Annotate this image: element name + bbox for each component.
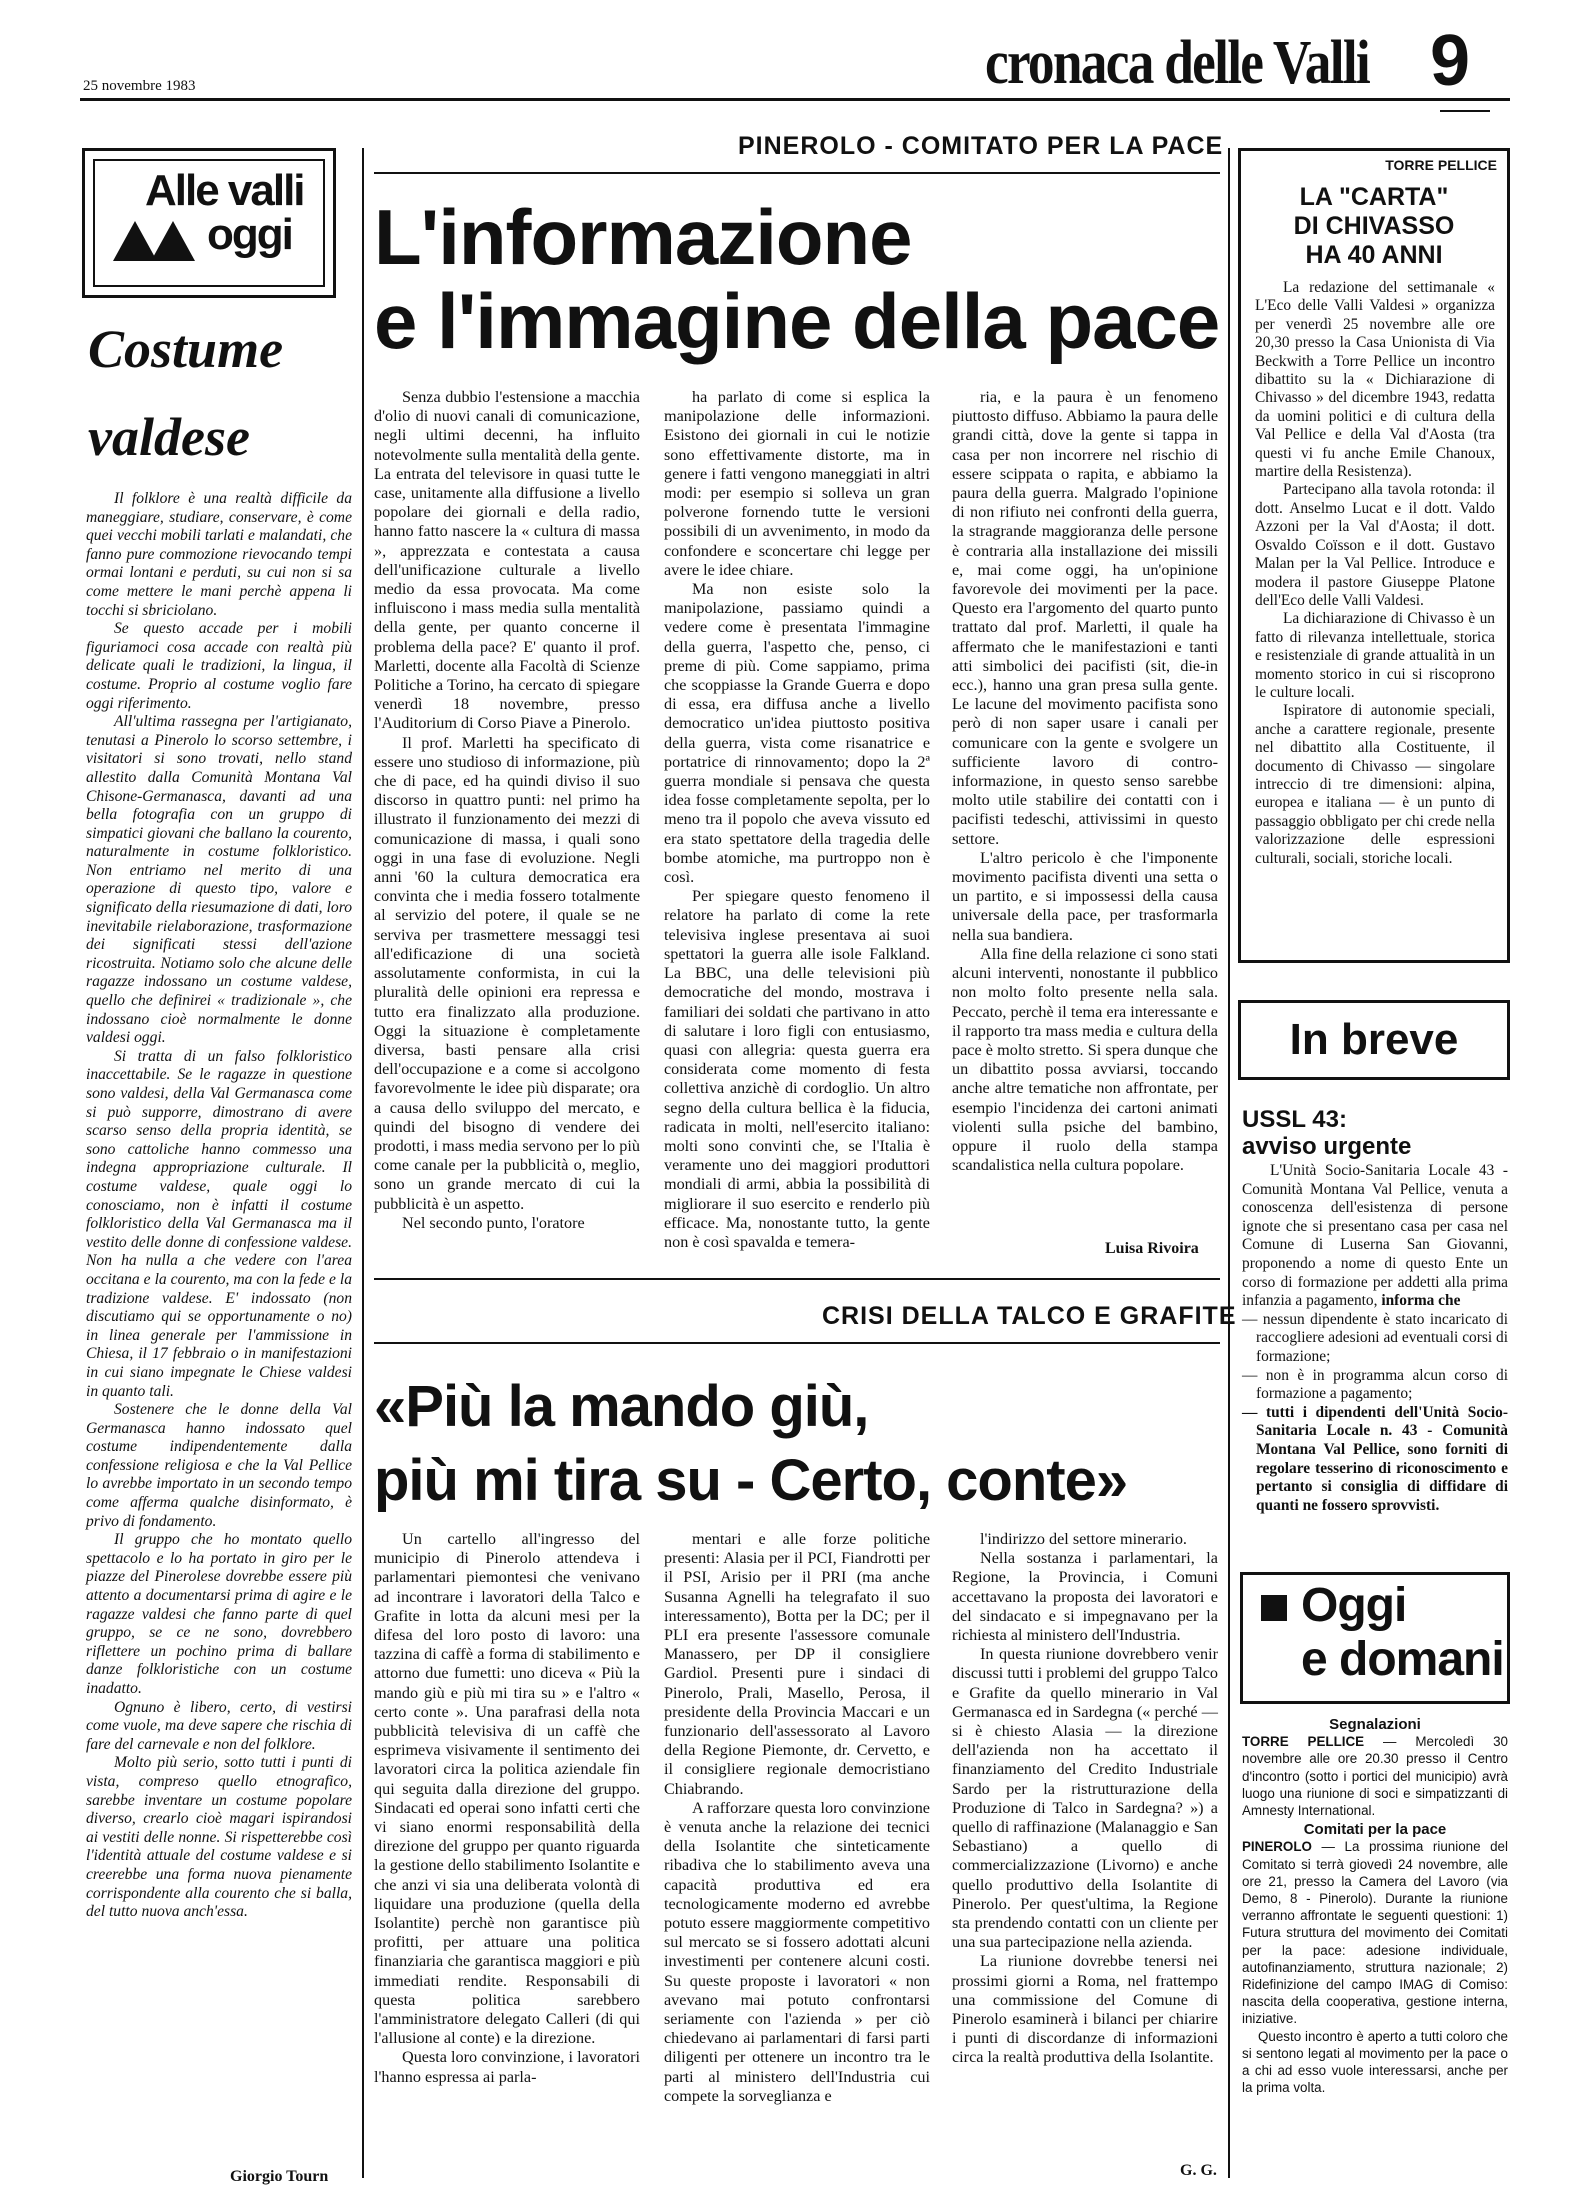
article2-column-2 xyxy=(664,1530,930,2106)
article1-kicker-rule xyxy=(374,172,1220,174)
costume-title-line2: valdese xyxy=(88,407,250,467)
paragraph: l'indirizzo del settore minerario. xyxy=(980,1530,1187,1548)
ussl-title-line2: avviso urgente xyxy=(1242,1133,1412,1160)
ussl-item: — nessun dipendente è stato incaricato di raccogliere adesioni ad eventuali corsi di formazione; xyxy=(1242,1310,1508,1365)
paragraph: Si tratta di un falso folkloristico inaccettabile. Se le ragazze in questione sono valdesi, della Val Germanasca come si può supporre, dimostrano di avere scarso senso della propria identità, se sono cattoliche hanno commesso una indegna appropriazione culturale. Il costume valdese, quale oggi lo conosciamo, non è infatti il costume folkloristico della Val Germanasca ma il vestito delle donne di confessione valdese. Non ha nulla a che vedere con l'area occitana e la courento, ma con la fede e la tradizione valdese. E' indossato (non discutiamo qui se opportunamente o no) in linea generale per l'ammissione in Chiesa, il 17 febbraio o in manifestazioni in cui siano impegnate le Chiese valdesi in quanto tali. xyxy=(86,1047,352,1400)
paragraph: La dichiarazione di Chivasso è un fatto di rilevanza intellettuale, storica e resistenziale di grande attualità in un momento storico in cui si riscoprono le culture locali. xyxy=(1255,610,1495,701)
article2-column-3 xyxy=(952,1530,1218,2068)
article1-headline xyxy=(374,195,1224,363)
oggi-e-domani-title xyxy=(1301,1579,1504,1687)
mountains-icon xyxy=(113,221,203,261)
ussl-title-line1: USSL 43: xyxy=(1242,1106,1347,1133)
paragraph: A rafforzare questa loro convinzione è venuta anche la relazione dei tecnici della Isolantite che sinteticamente ribadiva che lo stabilimento aveva una capacità produttiva ed era tecnologicamente moderno ed avrebbe potuto essere maggiormente competitivo sul mercato se si fossero adottati alcuni investimenti per contenere alcuni costi. Su queste proposte i lavoratori « non avevano mai potuto confrontarsi seriamente con l'azienda » per ciò chiedevano ai parlamentari di farsi parti diligenti per ottenere un incontro tra le parti al ministero dell'Industria cui compete la sorveglianza e xyxy=(664,1798,930,2105)
alle-valli-oggi-logo xyxy=(82,148,336,298)
oggi-title-line1: Oggi xyxy=(1301,1579,1407,1632)
article1-column-3 xyxy=(952,388,1218,1175)
paragraph xyxy=(1242,1162,1508,1311)
oggi-title-line2: e domani xyxy=(1301,1633,1504,1686)
column-divider xyxy=(362,148,364,2178)
paragraph: La riunione dovrebbe tenersi nei prossimi giorni a Roma, nel frattempo una commissione del Comune di Pinerolo esaminerà i bilanci per chiarire i punti di discordanze di informazioni circa la realtà produttiva della Isolantite. xyxy=(952,1952,1218,2067)
article1-column-1 xyxy=(374,388,640,1233)
article2-kicker-rule xyxy=(374,1342,1220,1344)
paragraph: All'ultima rassegna per l'artigianato, tenutasi a Pinerolo lo scorso settembre, i visitatori si sono trovati, nello stand allestito dalla Comunità Montana Val Chisone-Germanasca, davanti ad una bella fotografia con un gruppo di simpatici giovani che ballano la courento, naturalmente in costume folkloristico. Non entriamo nel merito di una operazione di questo tipo, valore e significato della riesumazione di dati, loro inevitabile rielaborazione, trasformazione dei significati stessi dell'azione ricostruita. Notiamo solo che alcune delle ragazze indossano un costume valdese, quello che definirei « tradizionale », che indossano cioè normalmente le donne valdesi oggi. xyxy=(86,713,352,1047)
paragraph: Un cartello all'ingresso del municipio di Pinerolo attendeva i parlamentari piemontesi che venivano ad incontrare i lavoratori della Talco e Grafite in lotta da alcuni mesi per la difesa del loro posto di lavoro: una tazzina di caffè a forma di stabilimento e attorno due fumetti: uno diceva « Più la mando giù e più mi tira su » e l'altro « certo conte ». Una parafrasi della nota pubblicità televisiva di un caffè che esprimeva visivamente il sentimento dei lavoratori circa la politica aziendale fin qui seguita dalla direzione del gruppo. Sindacati ed operai sono infatti certi che vi siano enormi responsabilità della direzione del gruppo per quanto riguarda la gestione dello stabilimento Isolantite e che anzi vi sia una deliberata volontà di liquidare una produzione (quella della Isolantite) perchè non garantisce più profitti, per attuare una politica finanziaria che garantisca maggiori e più immediati rendite. Responsabili di questa politica sarebbero l'amministratore delegato Calleri (di qui l'allusione al conte) e la direzione. xyxy=(374,1530,640,2048)
segnalazioni-item xyxy=(1242,1733,1508,1819)
paragraph: Il prof. Marletti ha specificato di essere uno studioso di informazione, più che di pace, ed ha quindi diviso il suo discorso in quattro punti: nel primo ha illustrato il funzionamento dei mezzi di comunicazione di massa, i quali sono oggi in una fase di evoluzione. Negli anni '60 la cultura democratica era convinta che i media fossero totalmente al servizio del potere, il quale se ne serviva per trasmettere messaggi tesi all'edificazione di una società assolutamente conformista, in cui la pluralità delle opinioni era repressa e tutto era finalizzato alla produzione. Oggi la situazione è completamente diversa, basti pensare alla crisi dell'occupazione e a come si accolgono favorevolmente le idee più disparate; ora a causa dello sviluppo del mercato, e quindi del bisogno di vendere dei prodotti, i mass media servono per lo più come canale per la pubblicità o, meglio, sono un grande mercato di cui la pubblicità è un aspetto. xyxy=(374,733,640,1213)
header-rule xyxy=(80,98,1510,101)
article2-headline-line1: «Più la mando giù, xyxy=(374,1374,869,1439)
article1-kicker: PINEROLO - COMITATO PER LA PACE xyxy=(738,132,1224,160)
comitati-note: Questo incontro è aperto a tutti coloro che si sentono legati al movimento per la pace o a chi ad esso vuole interessarsi, anche per la prima volta. xyxy=(1242,2028,1508,2096)
costume-title-line1: Costume xyxy=(88,319,284,379)
article1-signature: Luisa Rivoira xyxy=(1105,1240,1199,1257)
comitati-text: — La prossima riunione del Comitato si terrà giovedì 24 novembre, alle ore 21, presso la Camera del Lavoro (via Demo, 8 - Pinerolo). Durante la riunione verranno affrontate le seguenti questioni: 1) Futura struttura del movimento dei Comitati per la pace: adesione individuale, autofinanziamento, struttura nazionale; 2) Ridefinizione del campo IMAG di Comiso: nascita della cooperativa, gestione interna, iniziative. xyxy=(1242,1839,1508,2027)
oggi-e-domani-box xyxy=(1240,1572,1510,1704)
chivasso-headline xyxy=(1241,183,1507,270)
costume-title xyxy=(88,305,283,481)
costume-signature: Giorgio Tourn xyxy=(230,2168,329,2185)
square-icon xyxy=(1261,1595,1287,1621)
paragraph: Per spiegare questo fenomeno il relatore ha parlato di come la rete televisiva inglese presentava ai suoi spettatori la guerra alle isole Falkland. La BBC, una delle televisioni più democratiche del mondo, mostrava i familiari dei soldati che partivano in atto di salutare i loro figli con entusiasmo, quasi con allegria: questa guerra era considerata come momento di festa collettiva anzichè di cordoglio. Un altro segno della cultura bellica è la fiducia, radicata in molti, nell'esercito italiano: molti sono convinti che, se l'Italia è veramente uno dei maggiori produttori mondiali di armi, abbia la possibilità di migliorare il suo esercito e renderlo più efficace. Ma, nonostante tutto, la gente non è così spavalda e temera- xyxy=(664,887,930,1251)
paragraph: L'altro pericolo è che l'imponente movimento pacifista diventi una setta o un partito, e si impossessi della causa universale della pace, per trasformarla nella sua bandiera. xyxy=(952,848,1218,944)
ussl-item: — non è in programma alcun corso di formazione a pagamento; xyxy=(1242,1366,1508,1403)
article1-headline-line2: e l'immagine della pace xyxy=(374,277,1220,365)
paragraph: Questa loro convinzione, i lavoratori l'hanno espressa ai parla- xyxy=(374,2048,640,2086)
issue-date: 25 novembre 1983 xyxy=(83,78,196,94)
newspaper-title: cronaca delle Valli xyxy=(985,29,1370,97)
article2-kicker: CRISI DELLA TALCO E GRAFITE xyxy=(822,1302,1237,1330)
segnalazioni-place: TORRE PELLICE xyxy=(1242,1734,1365,1750)
paragraph: mentari e alle forze politiche presenti: Alasia per il PCI, Fiandrotti per il PSI, Arisio per il PRI (ma anche Susanna Agnelli ha telegrafato il suo interessamento), Botta per la DC; per il PLI era presente l'assessore comunale Manassero, per DP il consigliere Gardiol. Presenti pure i sindaci di Pinerolo, Prali, Masello, Perosa, il presidente della Provincia Maccari e un funzionario dell'assessorato al Lavoro della Regione Piemonte, dr. Cervetto, e il consigliere regionale democristiano Chiabrando. xyxy=(664,1530,930,1798)
paragraph: La redazione del settimanale « L'Eco delle Valli Valdesi » organizza per venerdì 25 novembre alle ore 20,30 presso la Casa Unionista di Via Beckwith a Torre Pellice un incontro dibattito su la « Dichiarazione di Chivasso » del dicembre 1943, redatta da uomini politici e di cultura della Val Pellice e della Val d'Aosta (tra questi vi fu anche Emile Chanoux, martire della Resistenza). xyxy=(1255,279,1495,481)
segnalazioni-title: Segnalazioni xyxy=(1329,1716,1421,1733)
chivasso-headline-line3: HA 40 ANNI xyxy=(1305,241,1443,269)
column-divider-right xyxy=(1228,148,1230,2178)
paragraph: Senza dubbio l'estensione a macchia d'olio di nuovi canali di comunicazione, negli ultimi decenni, ha influito notevolmente sulla mentalità della gente. La entrata del televisore in quasi tutte le case, unitamente alla diffusione a livello popolare dei giornali e della radio, hanno fatto nascere la « cultura di massa », apprezzata e contestata a causa dell'unificazione culturale a livello medio da essa provocata. Ma come influiscono i mass media sulla mentalità della gente, per quanto concerne il problema della pace? E' quanto il prof. Marletti, docente alla Facoltà di Scienze Politiche a Torino, ha cercato di spiegare venerdì 18 novembre, presso l'Auditorium di Corso Piave a Pinerolo. xyxy=(374,388,640,733)
paragraph: Sostenere che le donne della Val Germanasca hanno indossato quel costume indipendentemente dalla confessione religiosa e che la Val Pellice lo avrebbe importato in un secondo tempo come afferma qualche disinformato, è privo di fondamento. xyxy=(86,1401,352,1530)
article1-column-2 xyxy=(664,388,930,1252)
paragraph: In questa riunione dovrebbero venir discussi tutti i problemi del gruppo Talco e Grafite da quello minerario in Val Germanasca ed in Sardegna (« perché — si è chiesto Alasia — la direzione dell'azienda non ha accettato il finanziamento del Credito Industriale Sardo per la ristrutturazione della Produzione di Talco in Sardegna? ») a quello di raffinazione (Malanaggio e San Sebastiano) a quello di commercializzazione (Livorno) e anche quello produttivo della Isolantite di Pinerolo. Per quest'ultima, la Regione sta prendendo contatti con un cliente per una sua partecipazione nella azienda. xyxy=(952,1645,1218,1952)
paragraph: ria, e la paura è un fenomeno piuttosto diffuso. Abbiamo la paura delle grandi città, dove la gente si tappa in casa per non incorrere nel rischio di essere scippata o rapita, e abbiamo la paura della guerra. Malgrado l'opinione di non rifiuto nei confronti della guerra, la stragrande maggioranza delle persone è contraria alla installazione dei missili e, mai come oggi, ha un'opinione favorevole dei movimenti per la pace. Questo era l'argomento del quarto punto trattato dal prof. Marletti, il quale ha affermato che le manifestazioni e tanti atti simbolici dei pacifisti (sit, die-in ecc.), hanno una gran presa sulla gente. Le lacune del movimento pacifista sono però di non saper usare i canali per comunicare con la gente e svolgere un sufficiente lavoro di contro-informazione, in questo senso sarebbe molto utile stabilire dei contatti con i pacifisti tedeschi, attivissimi in questo settore. xyxy=(952,388,1218,848)
article1-headline-line1: L'informazione xyxy=(374,193,912,281)
comitati-item xyxy=(1242,1838,1508,2027)
article2-column-1 xyxy=(374,1530,640,2087)
ussl-intro: L'Unità Socio-Sanitaria Locale 43 - Comunità Montana Val Pellice, venuta a conoscenza dell'esistenza di persone ignote che si presentano casa per casa nel Comune di Luserna San Giovanni, proponendo a nome di questo Ente un corso di formazione per addetti alla prima infanzia a pagamento, xyxy=(1242,1162,1508,1310)
paragraph: Ognuno è libero, certo, di vestirsi come vuole, ma deve sapere che rischia di fare del carnevale e non del folklore. xyxy=(86,1698,352,1753)
paragraph: Molto più serio, sotto tutti i punti di vista, compreso quello etnografico, sarebbe inventare un costume popolare diverso, crearlo cioè magari ispirandosi ai vestiti delle nonne. Si rispetterebbe così l'identità attuale del costume valdese e si creerebbe una forma nuova pienamente corrispondente alla courento che si balla, del tutto nuova anch'essa. xyxy=(86,1754,352,1921)
paragraph: Ma non esiste solo la manipolazione, passiamo quindi a vedere come è presentata l'immagine della guerra, l'aspetto che, penso, ci preme di più. Come sappiamo, prima che scoppiasse la Grande Guerra e dopo di essa, era diffusa anche a livello democratico un'idea piuttosto positiva della guerra, vista come risanatrice e portatrice di rinnovamento; dopo la 2ª guerra mondiale si pensava che questa idea fosse completamente sepolta, per lo meno tra il popolo che aveva vissuto ed era stato spettatore della tragedia delle bombe atomiche, ma purtroppo non è così. xyxy=(664,580,930,887)
page-number: 9 xyxy=(1430,21,1471,101)
chivasso-box xyxy=(1238,148,1510,963)
in-breve-title: In breve xyxy=(1289,1015,1459,1064)
header-rule-short xyxy=(1440,110,1490,112)
logo-line2: oggi xyxy=(207,210,292,259)
paragraph: Nella sostanza i parlamentari, la Regione, la Provincia, i Comuni accettavano la proposta dei lavoratori e del sindacato e si impegnavano per la richiesta al ministero dell'Industria. xyxy=(952,1549,1218,1645)
chivasso-headline-line1: LA "CARTA" xyxy=(1299,183,1449,211)
paragraph: ha parlato di come si esplica la manipolazione delle informazioni. Esistono dei giornali in cui le notizie sono effettivamente distorte, ma in genere i fatti vengono maneggiati in altri modi: per esempio si solleva un gran polverone fornendo tutte le versioni possibili di un avvenimento, in modo da confondere e sconcertare chi legge per avere le idee chiare. xyxy=(664,388,930,579)
chivasso-headline-line2: DI CHIVASSO xyxy=(1293,212,1455,240)
ussl-item: — tutti i dipendenti dell'Unità Socio-Sanitaria Locale n. 43 - Comunità Montana Val Pellice, sono forniti di regolare tesserino di riconoscimento e pertanto si consiglia di diffidare di quanti ne fossero sprovvisti. xyxy=(1242,1403,1508,1514)
paragraph: Il folklore è una realtà difficile da maneggiare, studiare, conservare, è come quei vecchi mobili tarlati e malandati, che fanno pure commozione rievocando tempi ormai lontani e perduti, su cui non si sa come mettere le mani perchè appena li tocchi si sbriciolano. xyxy=(86,490,352,619)
paragraph: Alla fine della relazione ci sono stati alcuni interventi, nonostante il pubblico non molto folto presente nella sala. Peccato, perchè il tema era interessante e il rapporto tra mass media e cultura della pace è molto stretto. Si spera dunque che un dibattito possa avviarsi, toccando anche altre tematiche non affrontate, per esempio l'incidenza dei cartoni animati violenti sulla psiche del bambino, oppure il ruolo della stampa scandalistica nella cultura popolare. xyxy=(952,944,1218,1175)
ussl-body xyxy=(1242,1162,1508,1515)
paragraph: Il gruppo che ho montato quello spettacolo e lo ha portato in giro per le piazze del Pinerolese dovrebbe essere più attento a documentarsi prima di agire e le ragazze valdesi che fanno parte di quel gruppo, se ce ne sono, dovrebbero riflettere un pochino prima di ballare danze folkloristiche con un costume inadatto. xyxy=(86,1531,352,1697)
paragraph: Nel secondo punto, l'oratore xyxy=(402,1213,585,1232)
chivasso-kicker: TORRE PELLICE xyxy=(1385,157,1497,173)
comitati-title: Comitati per la pace xyxy=(1303,1821,1447,1839)
paragraph: Ispiratore di autonomie speciali, anche a carattere regionale, presente nel dibattito alla Costituente, il documento di Chivasso — singolare intreccio di tre dimensioni: alpina, europea e italiana — è un punto di passaggio obbligato per chi crede nella valorizzazione delle espressioni culturali, sociali, storiche locali. xyxy=(1255,702,1495,867)
article-separator xyxy=(374,1278,1220,1280)
paragraph: Partecipano alla tavola rotonda: il dott. Anselmo Lucat e il dott. Valdo Azzoni per la Val d'Aosta; il dott. Osvaldo Coïsson e il dott. Gustavo Malan per la Val Pellice. Introduce e modera il pastore Giuseppe Platone dell'Eco delle Valli Valdesi. xyxy=(1255,481,1495,609)
notices xyxy=(1242,1716,1508,2096)
logo-line1: Alle valli xyxy=(145,166,304,215)
paragraph: Se questo accade per i mobili figuriamoci cosa accade con realtà più delicate quali le tradizioni, la lingua, il costume. Proprio al costume voglio fare oggi riferimento. xyxy=(86,620,352,712)
comitati-place: PINEROLO xyxy=(1242,1839,1312,1855)
segnalazioni-text: — Mercoledì 30 novembre alle ore 20.30 presso il Centro d'incontro (sotto i portici del municipio) avrà luogo una riunione di soci e simpatizzanti di Amnesty International. xyxy=(1242,1734,1508,1819)
chivasso-body xyxy=(1255,279,1495,868)
article2-signature: G. G. xyxy=(1180,2162,1217,2179)
ussl-title xyxy=(1242,1106,1411,1160)
costume-article-body xyxy=(86,490,352,1922)
ussl-intro-bold: informa che xyxy=(1381,1292,1461,1310)
in-breve-box xyxy=(1238,1000,1510,1080)
article2-headline xyxy=(374,1370,1224,1518)
article2-headline-line2: più mi tira su - Certo, conte» xyxy=(374,1448,1128,1513)
